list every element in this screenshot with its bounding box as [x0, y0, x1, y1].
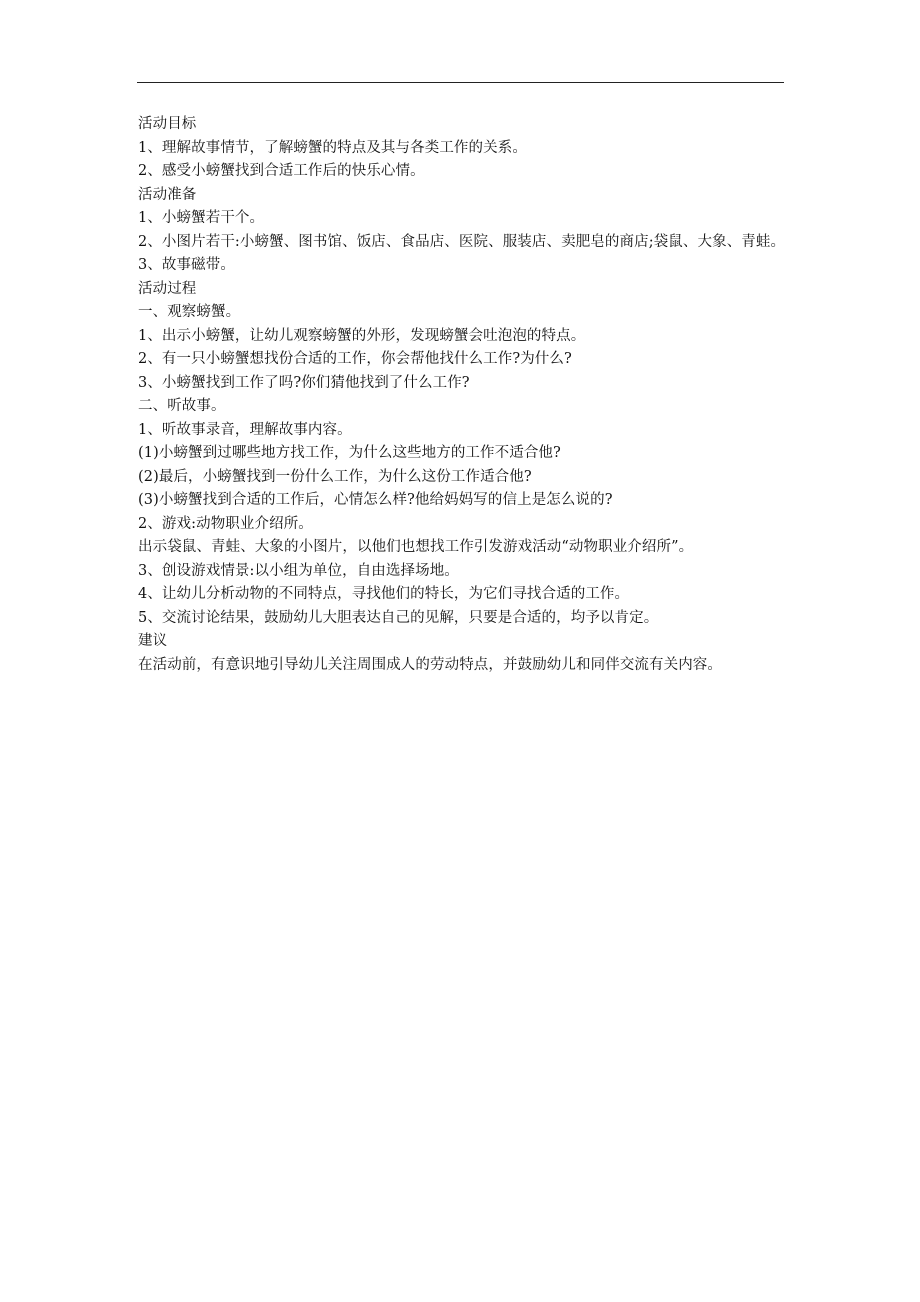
process-step-1-item-2: 2、有一只小螃蟹想找份合适的工作，你会帮他找什么工作?为什么? [138, 351, 572, 367]
process-step-1-item-1: 1、出示小螃蟹，让幼儿观察螃蟹的外形，发现螃蟹会吐泡泡的特点。 [138, 327, 586, 344]
preparation-item-1: 1、小螃蟹若干个。 [138, 210, 265, 226]
process-step-2-item-2-detail: 出示袋鼠、青蛙、大象的小图片，以他们也想找工作引发游戏活动“动物职业介绍所”。 [138, 539, 694, 555]
process-step-2-item-1: 1、听故事录音，理解故事内容。 [138, 421, 352, 438]
header-rule [137, 82, 784, 83]
process-step-1-heading: 一、观察螃蟹。 [138, 304, 241, 320]
document-body [138, 113, 798, 677]
goal-item-1: 1、理解故事情节，了解螃蟹的特点及其与各类工作的关系。 [138, 139, 527, 156]
process-step-2-question-2: (2)最后，小螃蟹找到一份什么工作，为什么这份工作适合他? [138, 468, 532, 485]
goal-item-2: 2、感受小螃蟹找到合适工作后的快乐心情。 [138, 163, 425, 179]
process-step-2-question-1: (1)小螃蟹到过哪些地方找工作，为什么这些地方的工作不适合他? [138, 445, 561, 461]
section-heading-suggestions: 建议 [138, 633, 168, 649]
process-step-2-question-3: (3)小螃蟹找到合适的工作后，心情怎么样?他给妈妈写的信上是怎么说的? [138, 492, 613, 508]
process-step-1-item-3: 3、小螃蟹找到工作了吗?你们猜他找到了什么工作? [138, 374, 470, 391]
section-heading-goals: 活动目标 [138, 116, 197, 132]
section-heading-process: 活动过程 [138, 280, 197, 297]
process-step-2-item-2: 2、游戏:动物职业介绍所。 [138, 515, 313, 532]
process-step-2-item-5: 5、交流讨论结果，鼓励幼儿大胆表达自己的见解，只要是合适的，均予以肯定。 [138, 609, 659, 626]
preparation-item-2: 2、小图片若干:小螃蟹、图书馆、饭店、食品店、医院、服装店、卖肥皂的商店;袋鼠、大象、青蛙。 [138, 233, 786, 250]
preparation-item-3: 3、故事磁带。 [138, 257, 235, 273]
section-heading-preparation: 活动准备 [138, 186, 197, 203]
process-step-2-heading: 二、听故事。 [138, 398, 226, 414]
process-step-2-item-4: 4、让幼儿分析动物的不同特点，寻找他们的特长，为它们寻找合适的工作。 [138, 586, 630, 602]
suggestion-text: 在活动前，有意识地引导幼儿关注周围成人的劳动特点，并鼓励幼儿和同伴交流有关内容。 [138, 656, 722, 673]
process-step-2-item-3: 3、创设游戏情景:以小组为单位，自由选择场地。 [138, 562, 459, 579]
